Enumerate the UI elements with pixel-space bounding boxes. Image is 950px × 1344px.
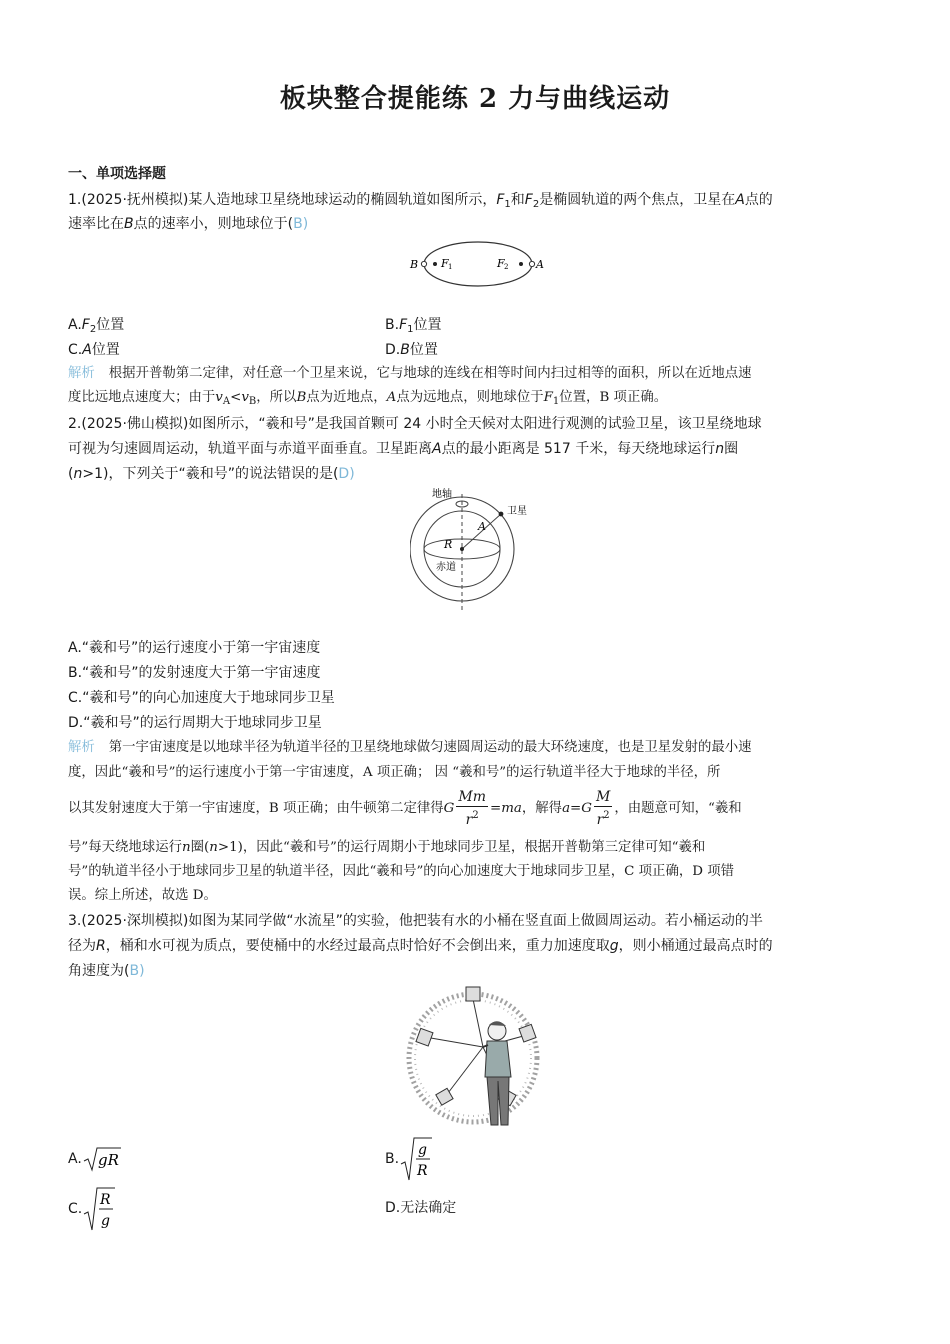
bucket-left [416, 1028, 433, 1046]
label-F2: F [497, 257, 505, 270]
q2-analysis-line5: 号”的轨道半径小于地球同步卫星的轨道半径，因此“羲和号”的向心加速度大于地球同步卫星，C 项正确，D 项错 [68, 864, 734, 879]
rope-lower-left [445, 1047, 483, 1097]
focus-F2 [519, 262, 523, 266]
label-equator: 赤道 [436, 562, 456, 573]
label-R: R [444, 538, 453, 551]
svg-text:R: R [417, 1163, 428, 1179]
analysis-tag: 解析 [68, 740, 95, 755]
q2-option-c[interactable]: C.“羲和号”的向心加速度大于地球同步卫星 [68, 690, 335, 706]
q2-analysis-line3: 以其发射速度大于第一宇宙速度，B 项正确；由牛顿第二定律得G $\frac{Mm}{r^2}$ =ma，解得a=G $\frac{M}{r^2}$ ，由题意可知，“羲和 [68, 789, 742, 828]
label-F1: F [441, 257, 449, 270]
sqrt-gR [82, 1146, 122, 1172]
q2-earth-orbit-diagram [410, 486, 540, 614]
q2-analysis-line6: 误。综上所述，故选 D。 [68, 888, 217, 903]
bucket-top [466, 987, 480, 1001]
label-axis: 地轴 [432, 489, 452, 500]
satellite-dot [499, 512, 504, 517]
svg-text:R: R [100, 1192, 111, 1208]
person-legs [487, 1077, 509, 1125]
motion-blur-circle [409, 994, 537, 1122]
label-A: A [536, 258, 544, 271]
q1-option-b[interactable]: $B.F_1$位置 [385, 317, 442, 335]
q1-option-c[interactable]: C.A位置 [68, 342, 120, 358]
person-shirt [485, 1041, 511, 1077]
section-heading: 一、单项选择题 [68, 166, 166, 182]
q3-option-a[interactable]: A. gR [68, 1146, 122, 1172]
q1-analysis-line1: 解析 根据开普勒第二定律，对任意一个卫星来说，它与地球的连线在相等时间内扫过相等的面积，所以在近地点速 [68, 366, 752, 381]
sqrt-g-over-R [399, 1136, 433, 1182]
rope-top [473, 999, 483, 1047]
q1-option-d[interactable]: D.B位置 [385, 342, 438, 358]
q3-stem-line3: 角速度为(B) [68, 963, 145, 979]
analysis-tag: 解析 [68, 366, 95, 381]
q1-option-a[interactable]: $A.F_2$位置 [68, 317, 125, 335]
q3-option-c[interactable]: C. R g [68, 1186, 116, 1232]
label-A: A [478, 520, 486, 533]
earth-center [460, 547, 464, 551]
label-B: B [410, 258, 419, 271]
label-F2-sub: 2 [504, 263, 509, 271]
point-A [529, 261, 534, 266]
fraction-M-over-r2: $\frac{M}{r^2}$ [595, 789, 611, 828]
q1-answer: B [293, 216, 303, 232]
label-F1-sub: 1 [448, 263, 453, 271]
q2-analysis-line4: 号”每天绕地球运行n圈(n>1)，因此“羲和号”的运行周期小于地球同步卫星，根据开普勒第三定律可知“羲和 [68, 840, 706, 855]
svg-text:g: g [418, 1142, 428, 1158]
page-title: 板块整合提能练 2 力与曲线运动 [279, 84, 671, 114]
q1-stem-line2: 速率比在B点的速率小，则地球位于(B) [68, 216, 309, 232]
q2-stem-line3: (n>1)，下列关于“羲和号”的说法错误的是(D) [68, 466, 355, 482]
q3-option-b[interactable]: B. g R [385, 1136, 433, 1182]
q2-option-b[interactable]: B.“羲和号”的发射速度大于第一宇宙速度 [68, 665, 321, 681]
q2-analysis-line2: 度，因此“羲和号”的运行速度小于第一宇宙速度，A 项正确； 因 “羲和号”的运行轨道半径大于地球的半径，所 [68, 765, 721, 780]
q1-ellipse-orbit-diagram [405, 236, 550, 292]
q2-analysis-line1: 解析 第一宇宙速度是以地球半径为轨道半径的卫星绕地球做匀速圆周运动的最大环绕速度，也是卫星发射的最小速 [68, 740, 752, 755]
q3-option-d[interactable]: D.无法确定 [385, 1200, 457, 1216]
q3-stem-line1: 3.(2025·深圳模拟)如图为某同学做“水流星”的实验，他把装有水的小桶在竖直面上做圆周运动。若小桶运动的半 [68, 913, 763, 929]
focus-F1 [433, 262, 437, 266]
q2-answer: D [338, 466, 350, 482]
radius-line [462, 522, 492, 549]
q3-water-meteor-illustration [405, 985, 550, 1135]
label-satellite: 卫星 [507, 506, 527, 517]
fraction-Mm-over-r2: $\frac{Mm}{r^2}$ [458, 789, 486, 828]
sqrt-R-over-g [82, 1186, 116, 1232]
point-B [421, 261, 426, 266]
q1-analysis-line2: 度比远地点速度大；由于$v_A<v_B$，所以B点为近地点，A点为远地点，则地球位于$F_1$位置，B 项正确。 [68, 390, 668, 407]
svg-text:g: g [101, 1213, 111, 1229]
q2-stem-line1: 2.(2025·佛山模拟)如图所示，“羲和号”是我国首颗可 24 小时全天候对太阳进行观测的试验卫星，该卫星绕地球 [68, 416, 762, 432]
q3-stem-line2: 径为R，桶和水可视为质点，要使桶中的水经过最高点时恰好不会倒出来，重力加速度取g，则小桶通过最高点时的 [68, 938, 773, 954]
q2-option-d[interactable]: D.“羲和号”的运行周期大于地球同步卫星 [68, 715, 322, 731]
bucket-lower-left [436, 1088, 453, 1105]
q1-stem-line1: 1.(2025·抚州模拟)某人造地球卫星绕地球运动的椭圆轨道如图所示，$F_1$和$F_2$是椭圆轨道的两个焦点，卫星在A点的 [68, 192, 773, 210]
q2-option-a[interactable]: A.“羲和号”的运行速度小于第一宇宙速度 [68, 640, 321, 656]
q2-stem-line2: 可视为匀速圆周运动，轨道平面与赤道平面垂直。卫星距离A点的最小距离是 517 千米，每天绕地球运行n圈 [68, 441, 739, 457]
q3-answer: B [129, 963, 140, 979]
rope-left [425, 1037, 483, 1047]
svg-text:gR: gR [97, 1151, 119, 1169]
